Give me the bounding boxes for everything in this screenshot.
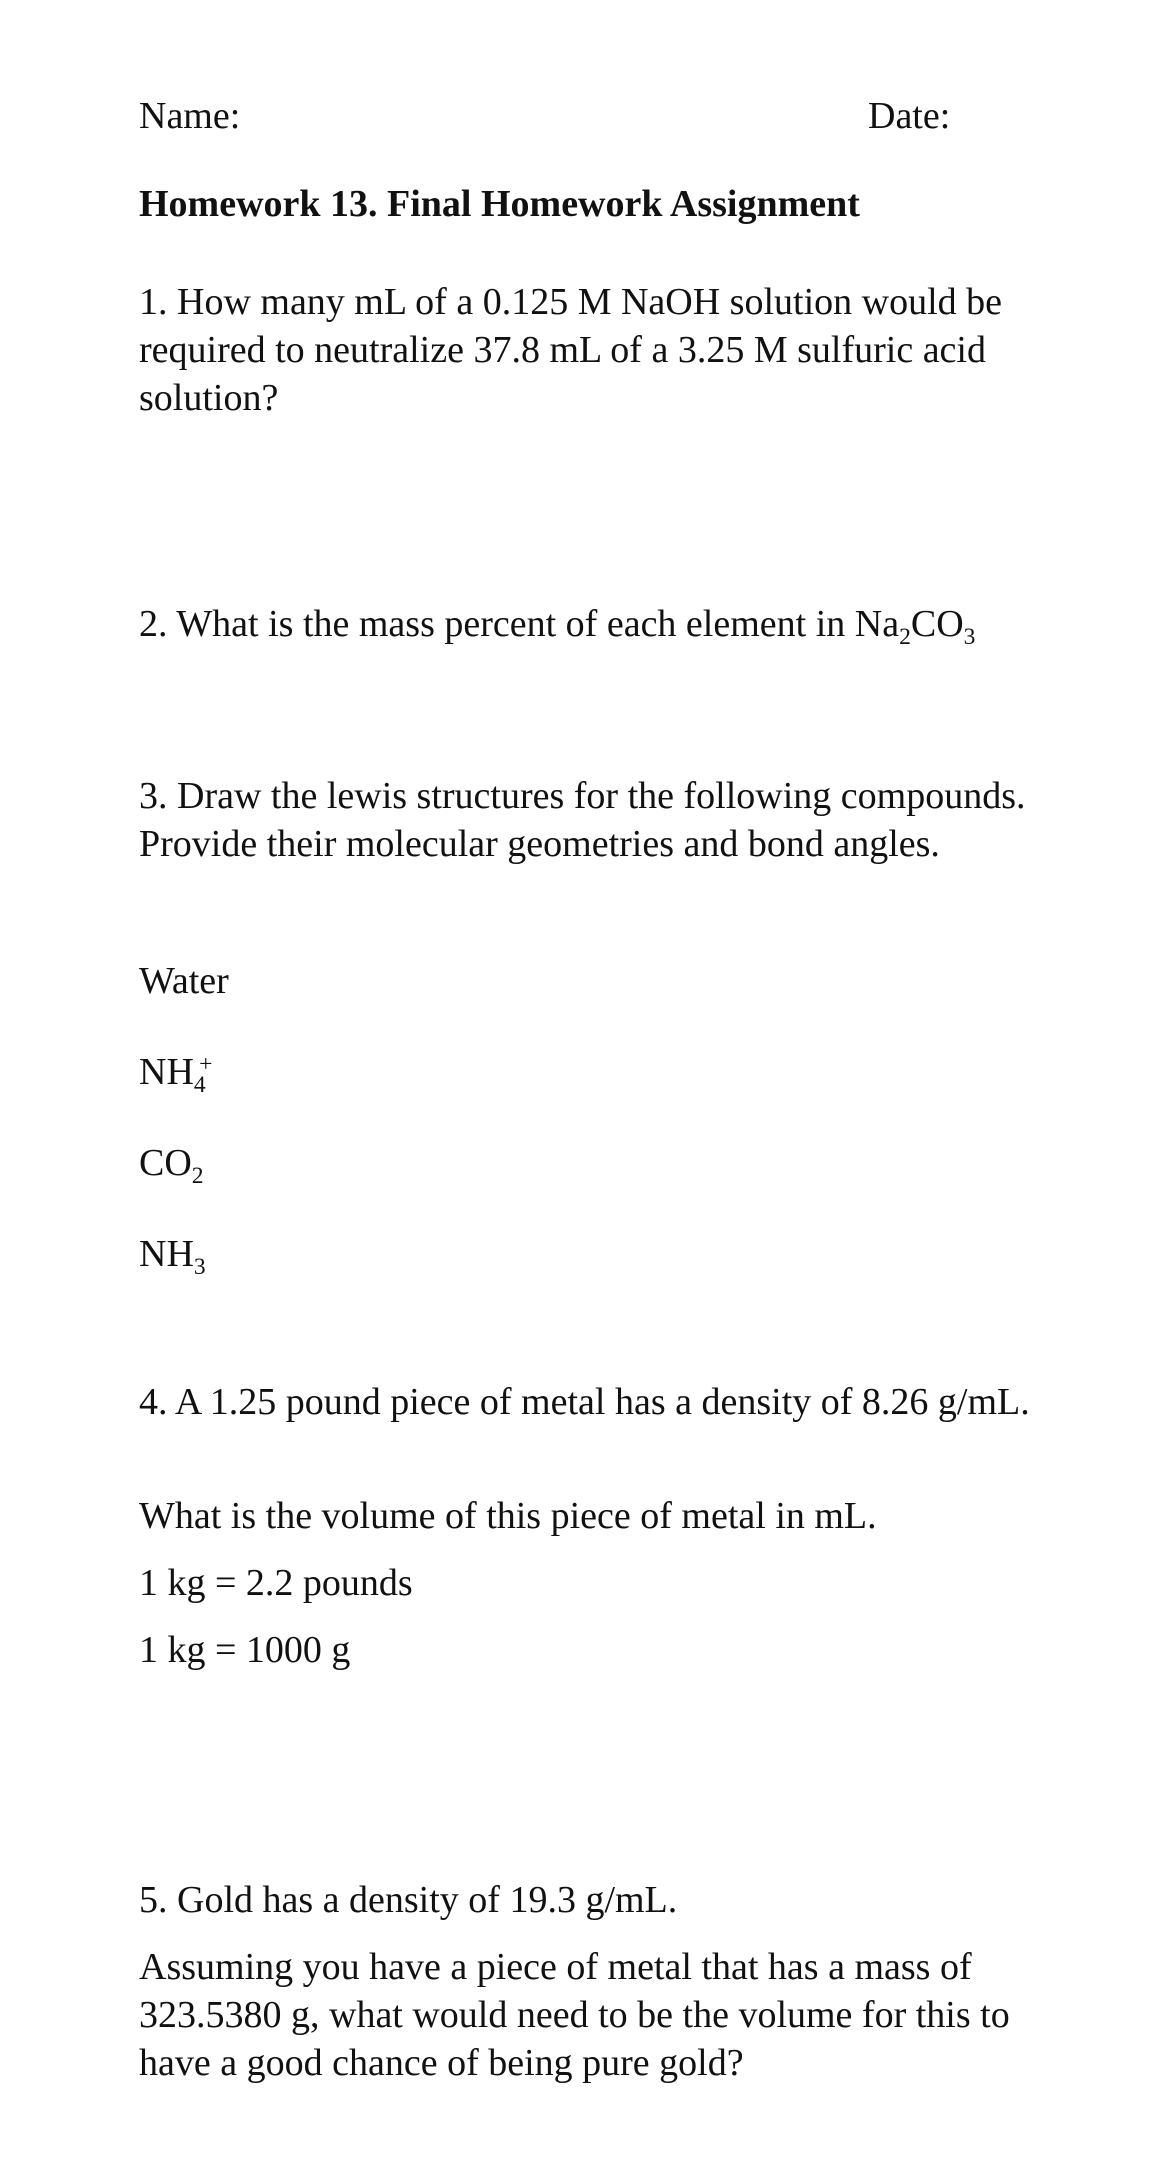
compound-nh3 xyxy=(139,1230,206,1278)
formula-subscript: 2 xyxy=(191,1162,204,1189)
conversion-2: 1 kg = 1000 g xyxy=(139,1629,351,1671)
question-5: 5. Gold has a density of 19.3 g/mL. xyxy=(139,1879,678,1921)
question-4: 4. A 1.25 pound piece of metal has a density of 8.26 g/mL. xyxy=(139,1381,1030,1423)
question-5-line2: Assuming you have a piece of metal that has a mass of 323.5380 g, what would need to be the volume for this to have a good chance of being pure gold? xyxy=(139,1946,1010,2084)
compound-co2 xyxy=(139,1139,204,1187)
formula-subscript: 3 xyxy=(193,1253,206,1280)
page-title: Homework 13. Final Homework Assignment xyxy=(139,183,860,225)
question-1: 1. How many mL of a 0.125 M NaOH solution would be required to neutralize 37.8 mL of a 3.25 M sulfuric acid solution? xyxy=(139,281,1002,419)
compound-water: Water xyxy=(139,960,229,1002)
formula-subscript: 4 xyxy=(193,1071,206,1098)
formula-base: NH xyxy=(139,1051,194,1093)
formula-subscript: 2 xyxy=(899,623,911,650)
formula-base: NH xyxy=(139,1233,194,1275)
question-4-line2: What is the volume of this piece of metal in mL. xyxy=(139,1495,877,1537)
formula-co: CO xyxy=(910,603,964,645)
question-2 xyxy=(139,600,975,648)
formula-base: CO xyxy=(139,1142,192,1184)
formula-charge: + xyxy=(199,1051,213,1078)
question-2-text: 2. What is the mass percent of each element in xyxy=(139,603,855,645)
conversion-1: 1 kg = 2.2 pounds xyxy=(139,1562,413,1604)
formula-na: Na xyxy=(854,603,900,645)
formula-subscript: 3 xyxy=(963,623,976,650)
question-3: 3. Draw the lewis structures for the following compounds. Provide their molecular geometries and bond angles. xyxy=(139,775,1026,865)
date-label: Date: xyxy=(868,95,951,137)
compound-nh4 xyxy=(139,1048,212,1096)
name-label: Name: xyxy=(139,95,241,137)
formula-na2co3 xyxy=(854,603,976,650)
